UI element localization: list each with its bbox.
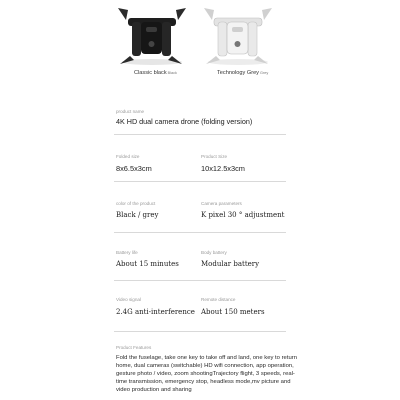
product-name-value: 4K HD dual camera drone (folding version) [116, 117, 253, 126]
product-name-label: product name [116, 109, 145, 114]
color-value: Black / grey [116, 211, 159, 219]
battery-life-value: About 15 minutes [116, 260, 179, 268]
grey-caption-text: Technology Grey [217, 70, 259, 76]
camera-value: K pixel 30 ° adjustment [201, 211, 285, 219]
features-text: Fold the fuselage, take one key to take off and land, one key to return home, dual cameras (switchable) HD wifi connection, app operation, gesture photo / video, zoom shootingTrajectory flight, 3 speeds, real-time transmission, emergency stop, headless mode,mv picture and video production and sharing [116, 355, 297, 393]
color-label: color of the product [116, 201, 156, 206]
black-caption-text: Classic black [134, 70, 167, 76]
body-battery-value: Modular battery [201, 260, 260, 268]
grey-caption-small: Grey [259, 71, 269, 75]
product-size-label: Product Size [201, 154, 228, 159]
divider [114, 181, 286, 182]
remote-distance-label: Remote distance [201, 297, 236, 302]
black-caption-small: Black [167, 71, 177, 75]
product-size-value: 10x12.5x3cm [201, 164, 245, 173]
features-label: Product Features [116, 345, 152, 350]
folded-size-value: 8x6.5x3cm [116, 164, 152, 173]
body-battery-label: Body battery [201, 250, 227, 255]
battery-life-label: Battery life [116, 250, 138, 255]
folded-size-label: Folded size [116, 154, 140, 159]
remote-distance-value: About 150 meters [201, 308, 265, 316]
video-signal-label: Video signal [116, 297, 141, 302]
divider [114, 134, 286, 135]
divider [114, 232, 286, 233]
camera-label: Camera parameters [201, 201, 242, 206]
divider [114, 331, 286, 332]
video-signal-value: 2.4G anti-interference [116, 308, 195, 316]
divider [114, 280, 286, 281]
